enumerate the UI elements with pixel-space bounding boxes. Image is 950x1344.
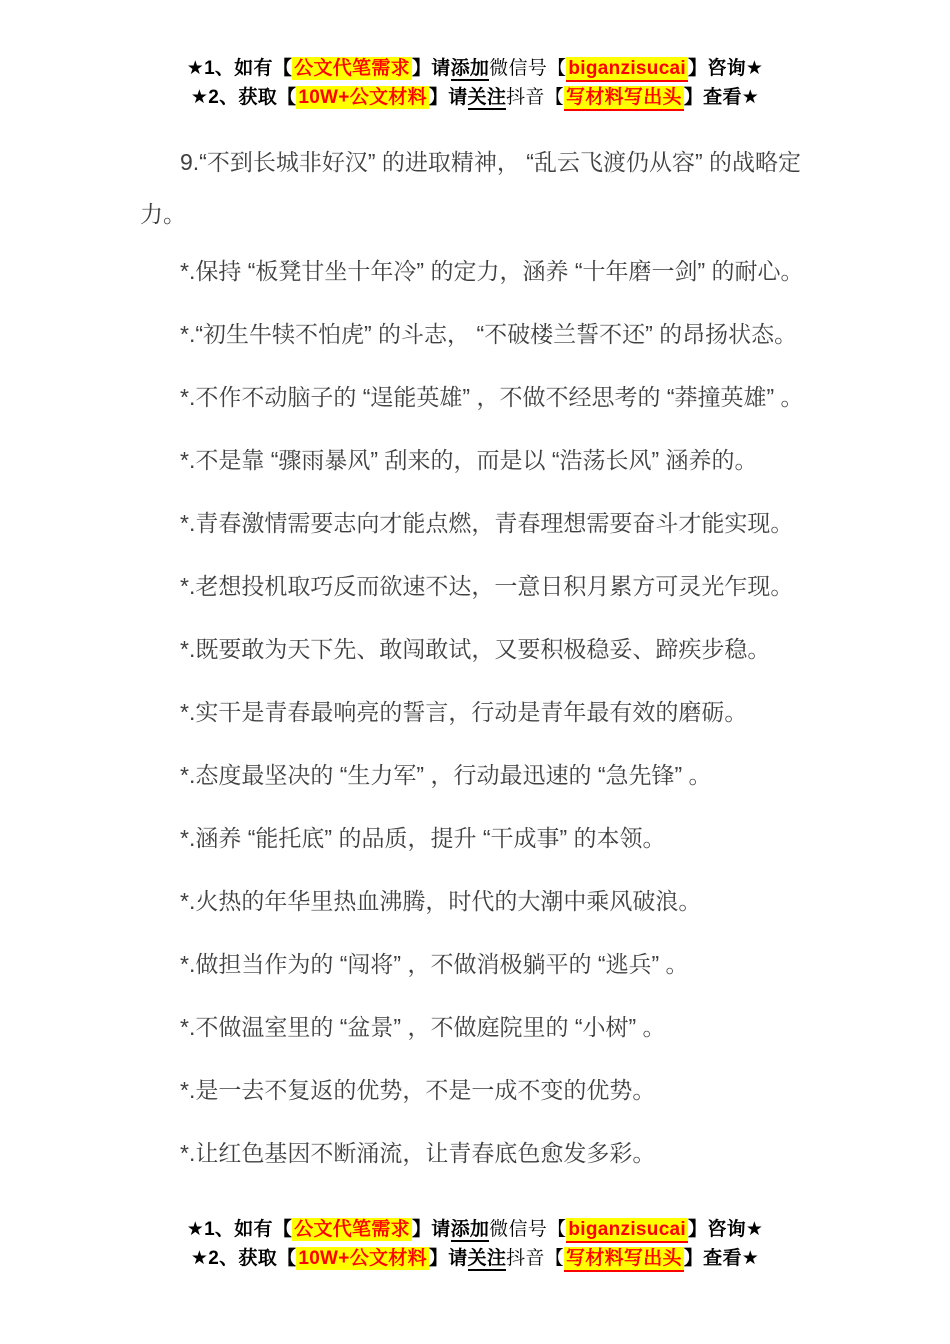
promo-action-underline: 关注 [467, 1248, 507, 1269]
bullet-item: *.老想投机取巧反而欲速不达，一意日积月累方可灵光乍现。 [180, 573, 794, 599]
promo-text: 】咨询★ [688, 1219, 764, 1240]
promo-text: 】查看★ [683, 87, 760, 108]
bullet-item: *.青春激情需要志向才能点燃，青春理想需要奋斗才能实现。 [180, 510, 794, 536]
promo-text: 】查看★ [683, 1248, 760, 1269]
promo-text: ★2、获取【 [190, 87, 297, 108]
promo-keyword-highlight: 10W+公文材料 [298, 87, 427, 108]
promo-text: 微信号【 [489, 58, 567, 79]
promo-text: 】请 [411, 1219, 451, 1240]
paragraph-9: 9.“不到长城非好汉” 的进取精神， “乱云飞渡仍从容” 的战略定力。 [140, 149, 801, 227]
bullet-item: *.火热的年华里热血沸腾，时代的大潮中乘风破浪。 [180, 888, 702, 914]
bullet-item: *.不是靠 “骤雨暴风” 刮来的，而是以 “浩荡长风” 涵养的。 [180, 447, 758, 473]
bullet-item: *.“初生牛犊不怕虎” 的斗志， “不破楼兰誓不还” 的昂扬状态。 [180, 321, 798, 347]
document-content [140, 136, 830, 1185]
promo-action-underline: 添加 [450, 1219, 490, 1240]
wechat-id: biganzisucai [566, 57, 688, 82]
bullet-item: *.实干是青春最响亮的誓言，行动是青年最有效的磨砺。 [180, 699, 748, 725]
bullet-item: *.涵养 “能托底” 的品质，提升 “干成事” 的本领。 [180, 825, 666, 851]
promo-line-1 [0, 54, 950, 83]
promo-action-underline: 添加 [450, 58, 490, 79]
promo-line-1 [0, 1215, 950, 1244]
promo-keyword-highlight: 公文代笔需求 [294, 58, 410, 79]
bullet-item: *.不作不动脑子的 “逞能英雄” ，不做不经思考的 “莽撞英雄” 。 [180, 384, 804, 410]
wechat-id: biganzisucai [566, 1218, 688, 1243]
promo-banner-top [0, 0, 950, 112]
promo-text: ★1、如有【 [186, 1219, 293, 1240]
bullet-item: *.让红色基因不断涌流，让青春底色愈发多彩。 [180, 1140, 656, 1166]
promo-banner-bottom [0, 1215, 950, 1273]
promo-text: 】咨询★ [688, 58, 764, 79]
promo-text: 抖音【 [506, 1248, 565, 1269]
promo-text: 微信号【 [489, 1219, 567, 1240]
promo-text: 】请 [428, 87, 468, 108]
promo-line-2 [0, 83, 950, 112]
promo-text: ★1、如有【 [186, 58, 293, 79]
bullet-item: *.是一去不复返的优势，不是一成不变的优势。 [180, 1077, 656, 1103]
promo-text: ★2、获取【 [190, 1248, 297, 1269]
promo-action-underline: 关注 [467, 87, 507, 108]
bullet-item: *.态度最坚决的 “生力军” ，行动最迅速的 “急先锋” 。 [180, 762, 712, 788]
douyin-account-name: 写材料写出头 [564, 1247, 684, 1272]
promo-text: 抖音【 [506, 87, 565, 108]
promo-keyword-highlight: 10W+公文材料 [298, 1248, 427, 1269]
bullet-item: *.做担当作为的 “闯将” ，不做消极躺平的 “逃兵” 。 [180, 951, 689, 977]
bullet-list [140, 240, 830, 1185]
bullet-item: *.保持 “板凳甘坐十年冷” 的定力，涵养 “十年磨一剑” 的耐心。 [180, 258, 804, 284]
douyin-account-name: 写材料写出头 [564, 86, 684, 111]
promo-keyword-highlight: 公文代笔需求 [294, 1219, 410, 1240]
promo-line-2 [0, 1244, 950, 1273]
promo-text: 】请 [411, 58, 451, 79]
promo-text: 】请 [428, 1248, 468, 1269]
bullet-item: *.不做温室里的 “盆景” ，不做庭院里的 “小树” 。 [180, 1014, 666, 1040]
bullet-item: *.既要敢为天下先、敢闯敢试，又要积极稳妥、蹄疾步稳。 [180, 636, 771, 662]
